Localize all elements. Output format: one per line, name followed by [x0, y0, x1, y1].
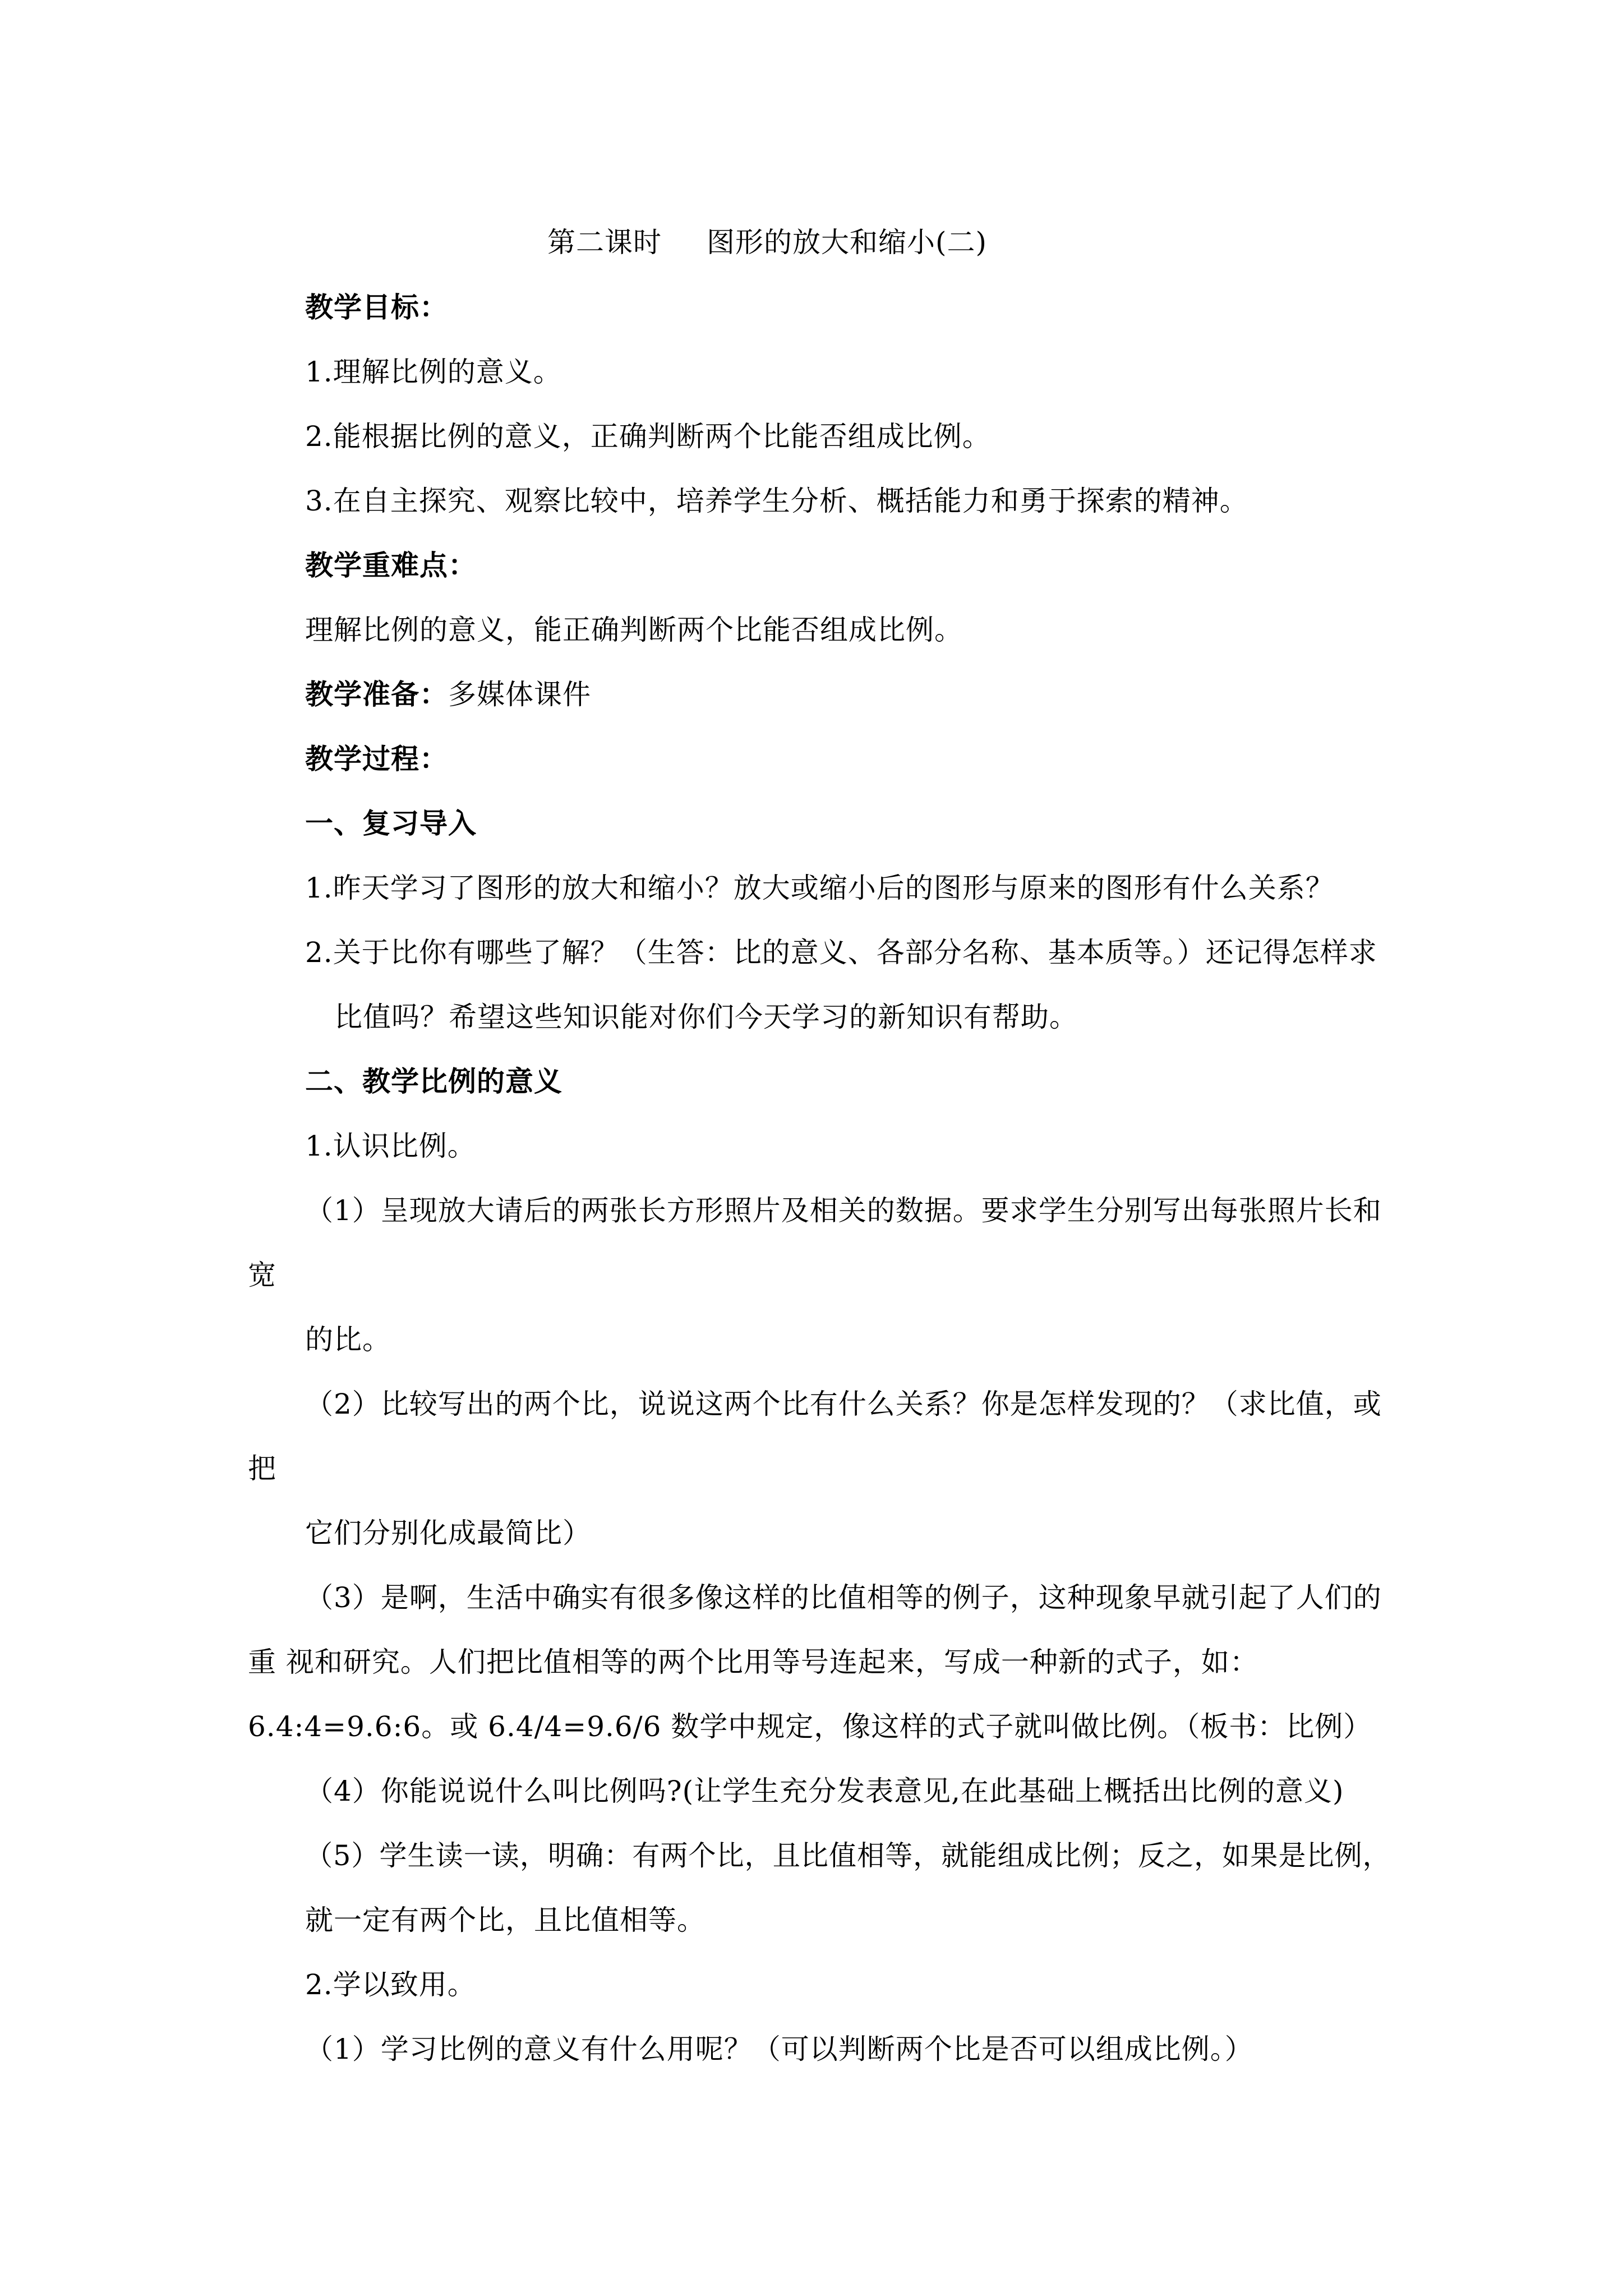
objective-3: 3.在自主探究、观察比较中，培养学生分析、概括能力和勇于探索的精神。 [305, 485, 1248, 517]
step-3-line-3: 6.4:4=9.6:6。或 6.4/4=9.6/6 数学中规定，像这样的式子就叫做比例。（板书：比例） [248, 1710, 1372, 1743]
step-2-line-3: 它们分别化成最简比） [305, 1517, 591, 1549]
part1-item-1: 1.昨天学习了图形的放大和缩小？放大或缩小后的图形与原来的图形有什么关系？ [305, 872, 1334, 904]
prep-heading: 教学准备： [305, 678, 448, 711]
prep-text: 多媒体课件 [448, 678, 591, 711]
part1-heading: 一、复习导入 [305, 807, 477, 840]
objective-1: 1.理解比例的意义。 [305, 356, 562, 388]
step-5-line-2: 就一定有两个比，且比值相等。 [305, 1904, 706, 1936]
part2-item-1: 1.认识比例。 [305, 1130, 476, 1162]
step-1-line-3: 的比。 [305, 1323, 391, 1356]
prep-line [305, 677, 591, 712]
lesson-name: 图形的放大和缩小(二) [707, 226, 988, 259]
part2-item-2: 2.学以致用。 [305, 1968, 476, 2001]
part1-item-2-line-1: 2.关于比你有哪些了解？（生答：比的意义、各部分名称、基本质等。）还记得怎样求 [305, 936, 1377, 969]
lesson-title [547, 224, 987, 260]
process-heading: 教学过程： [305, 742, 448, 775]
step-1-line-2: 宽 [248, 1259, 276, 1291]
step-3-line-1: （3）是啊，生活中确实有很多像这样的比值相等的例子，这种现象早就引起了人们的 [305, 1581, 1382, 1614]
part2-heading: 二、教学比例的意义 [305, 1065, 562, 1098]
step-4: （4）你能说说什么叫比例吗?(让学生充分发表意见,在此基础上概括出比例的意义) [305, 1775, 1344, 1807]
step-3-line-2: 重 视和研究。人们把比值相等的两个比用等号连起来，写成一种新的式子，如： [248, 1646, 1258, 1678]
apply-step-1: （1）学习比例的意义有什么用呢？（可以判断两个比是否可以组成比例。） [305, 2033, 1253, 2065]
step-2-line-2: 把 [248, 1452, 276, 1485]
step-2-line-1: （2）比较写出的两个比，说说这两个比有什么关系？你是怎样发现的？（求比值，或 [305, 1388, 1382, 1420]
lesson-number: 第二课时 [547, 226, 662, 259]
objectives-heading: 教学目标： [305, 291, 448, 324]
step-5-line-1: （5）学生读一读，明确：有两个比，且比值相等，就能组成比例；反之，如果是比例， [305, 1839, 1391, 1872]
objective-2: 2.能根据比例的意义，正确判断两个比能否组成比例。 [305, 420, 991, 453]
part1-item-2-line-2: 比值吗？希望这些知识能对你们今天学习的新知识有帮助。 [334, 1001, 1078, 1033]
keypoints-heading: 教学重难点： [305, 549, 477, 582]
step-1-line-1: （1）呈现放大请后的两张长方形照片及相关的数据。要求学生分别写出每张照片长和 [305, 1194, 1382, 1227]
keypoints-text: 理解比例的意义，能正确判断两个比能否组成比例。 [305, 614, 963, 646]
